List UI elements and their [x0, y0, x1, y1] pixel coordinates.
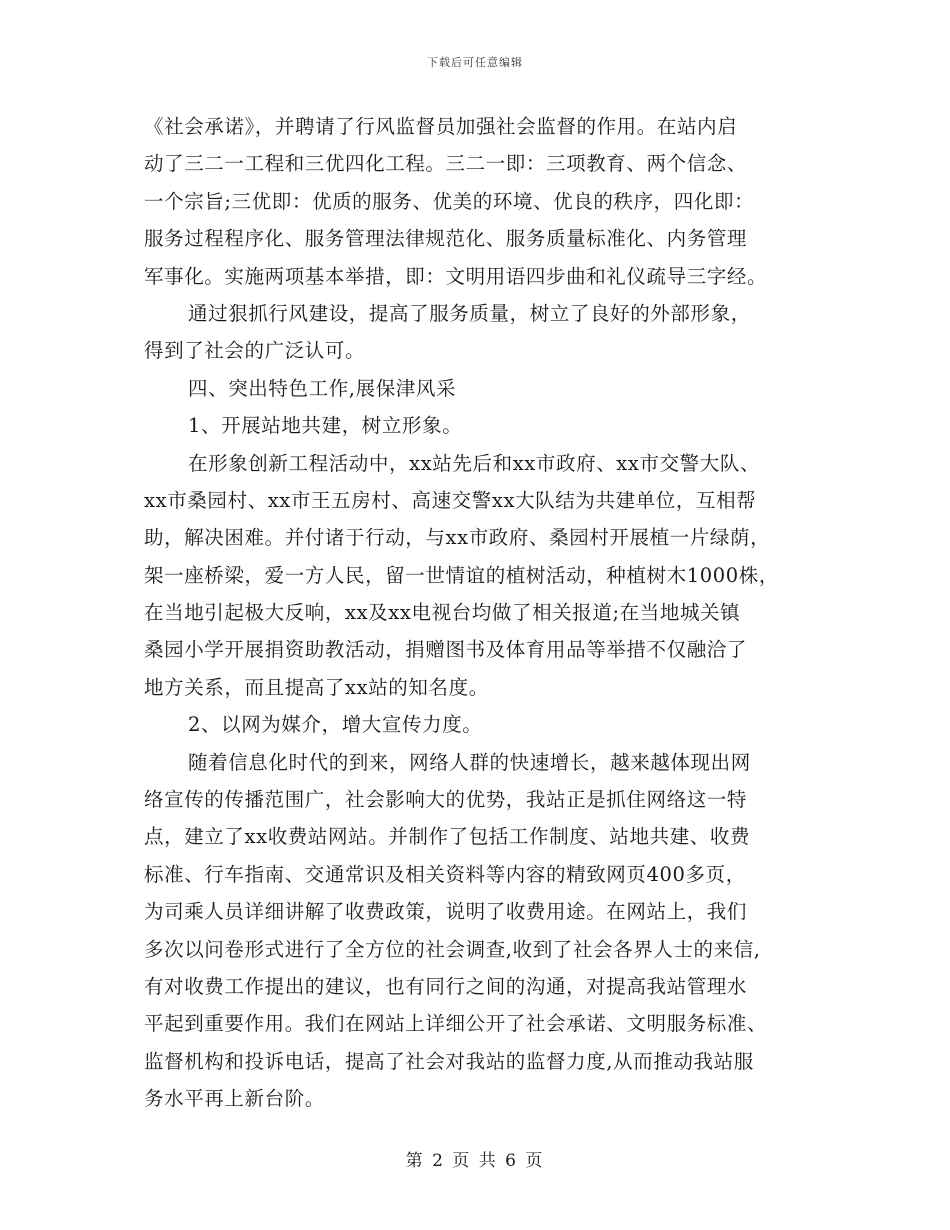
document-body [144, 108, 824, 1118]
text-line: 通过狠抓行风建设，提高了服务质量，树立了良好的外部形象， [188, 301, 751, 325]
text-line: 有对收费工作提出的建议，也有同行之间的沟通，对提高我站管理水 [144, 974, 748, 998]
text-line: 地方关系，而且提高了xx站的知名度。 [144, 675, 489, 699]
text-line: 军事化。实施两项基本举措，即：文明用语四步曲和礼仪疏导三字经。 [144, 264, 768, 288]
text-line: 得到了社会的广泛认可。 [144, 339, 366, 363]
text-line: 监督机构和投诉电话，提高了社会对我站的监督力度,从而推动我站服 [144, 1049, 754, 1073]
text-line: xx市桑园村、xx市王五房村、高速交警xx大队结为共建单位，互相帮 [144, 488, 757, 512]
text-line: 一个宗旨;三优即：优质的服务、优美的环境、优良的秩序，四化即： [144, 189, 755, 213]
text-line: 在形象创新工程活动中，xx站先后和xx市政府、xx市交警大队、 [188, 451, 761, 475]
page-footer: 第 2 页 共 6 页 [405, 1151, 545, 1171]
text-line: 《社会承诺》，并聘请了行风监督员加强社会监督的作用。在站内启 [144, 115, 738, 138]
text-line: 络宣传的传播范围广，社会影响大的优势，我站正是抓住网络这一特 [144, 788, 748, 812]
text-line: 随着信息化时代的到来，网络人群的快速增长，越来越体现出网 [188, 750, 751, 774]
text-line: 为司乘人员详细讲解了收费政策，说明了收费用途。在网站上，我们 [144, 900, 748, 924]
text-line: 点，建立了xx收费站网站。并制作了包括工作制度、站地共建、收费 [144, 825, 751, 849]
text-line: 务水平再上新台阶。 [144, 1087, 325, 1111]
text-line: 平起到重要作用。我们在网站上详细公开了社会承诺、文明服务标准、 [144, 1012, 768, 1036]
text-line: 在当地引起极大反响，xx及xx电视台均做了相关报道;在当地城关镇 [144, 601, 741, 625]
section-heading: 四、突出特色工作,展保津风采 [188, 376, 457, 400]
text-line: 架一座桥梁，爱一方人民，留一世情谊的植树活动，种植树木1000株， [144, 563, 779, 587]
text-line: 标准、行车指南、交通常识及相关资料等内容的精致网页400多页， [144, 862, 746, 886]
text-line: 助，解决困难。并付诸于行动，与xx市政府、桑园村开展植一片绿荫， [144, 526, 771, 550]
subsection-heading: 1、开展站地共建，树立形象。 [188, 414, 463, 438]
text-line: 桑园小学开展捐资助教活动，捐赠图书及体育用品等举措不仅融洽了 [144, 638, 748, 662]
text-line: 动了三二一工程和三优四化工程。三二一即：三项教育、两个信念、 [144, 152, 748, 176]
text-line: 多次以问卷形式进行了全方位的社会调查,收到了社会各界人士的来信, [144, 937, 761, 961]
text-line: 服务过程程序化、服务管理法律规范化、服务质量标准化、内务管理 [144, 227, 748, 251]
page-header: 下载后可任意编辑 [427, 56, 523, 69]
subsection-heading: 2、以网为媒介，增大宣传力度。 [188, 713, 483, 737]
